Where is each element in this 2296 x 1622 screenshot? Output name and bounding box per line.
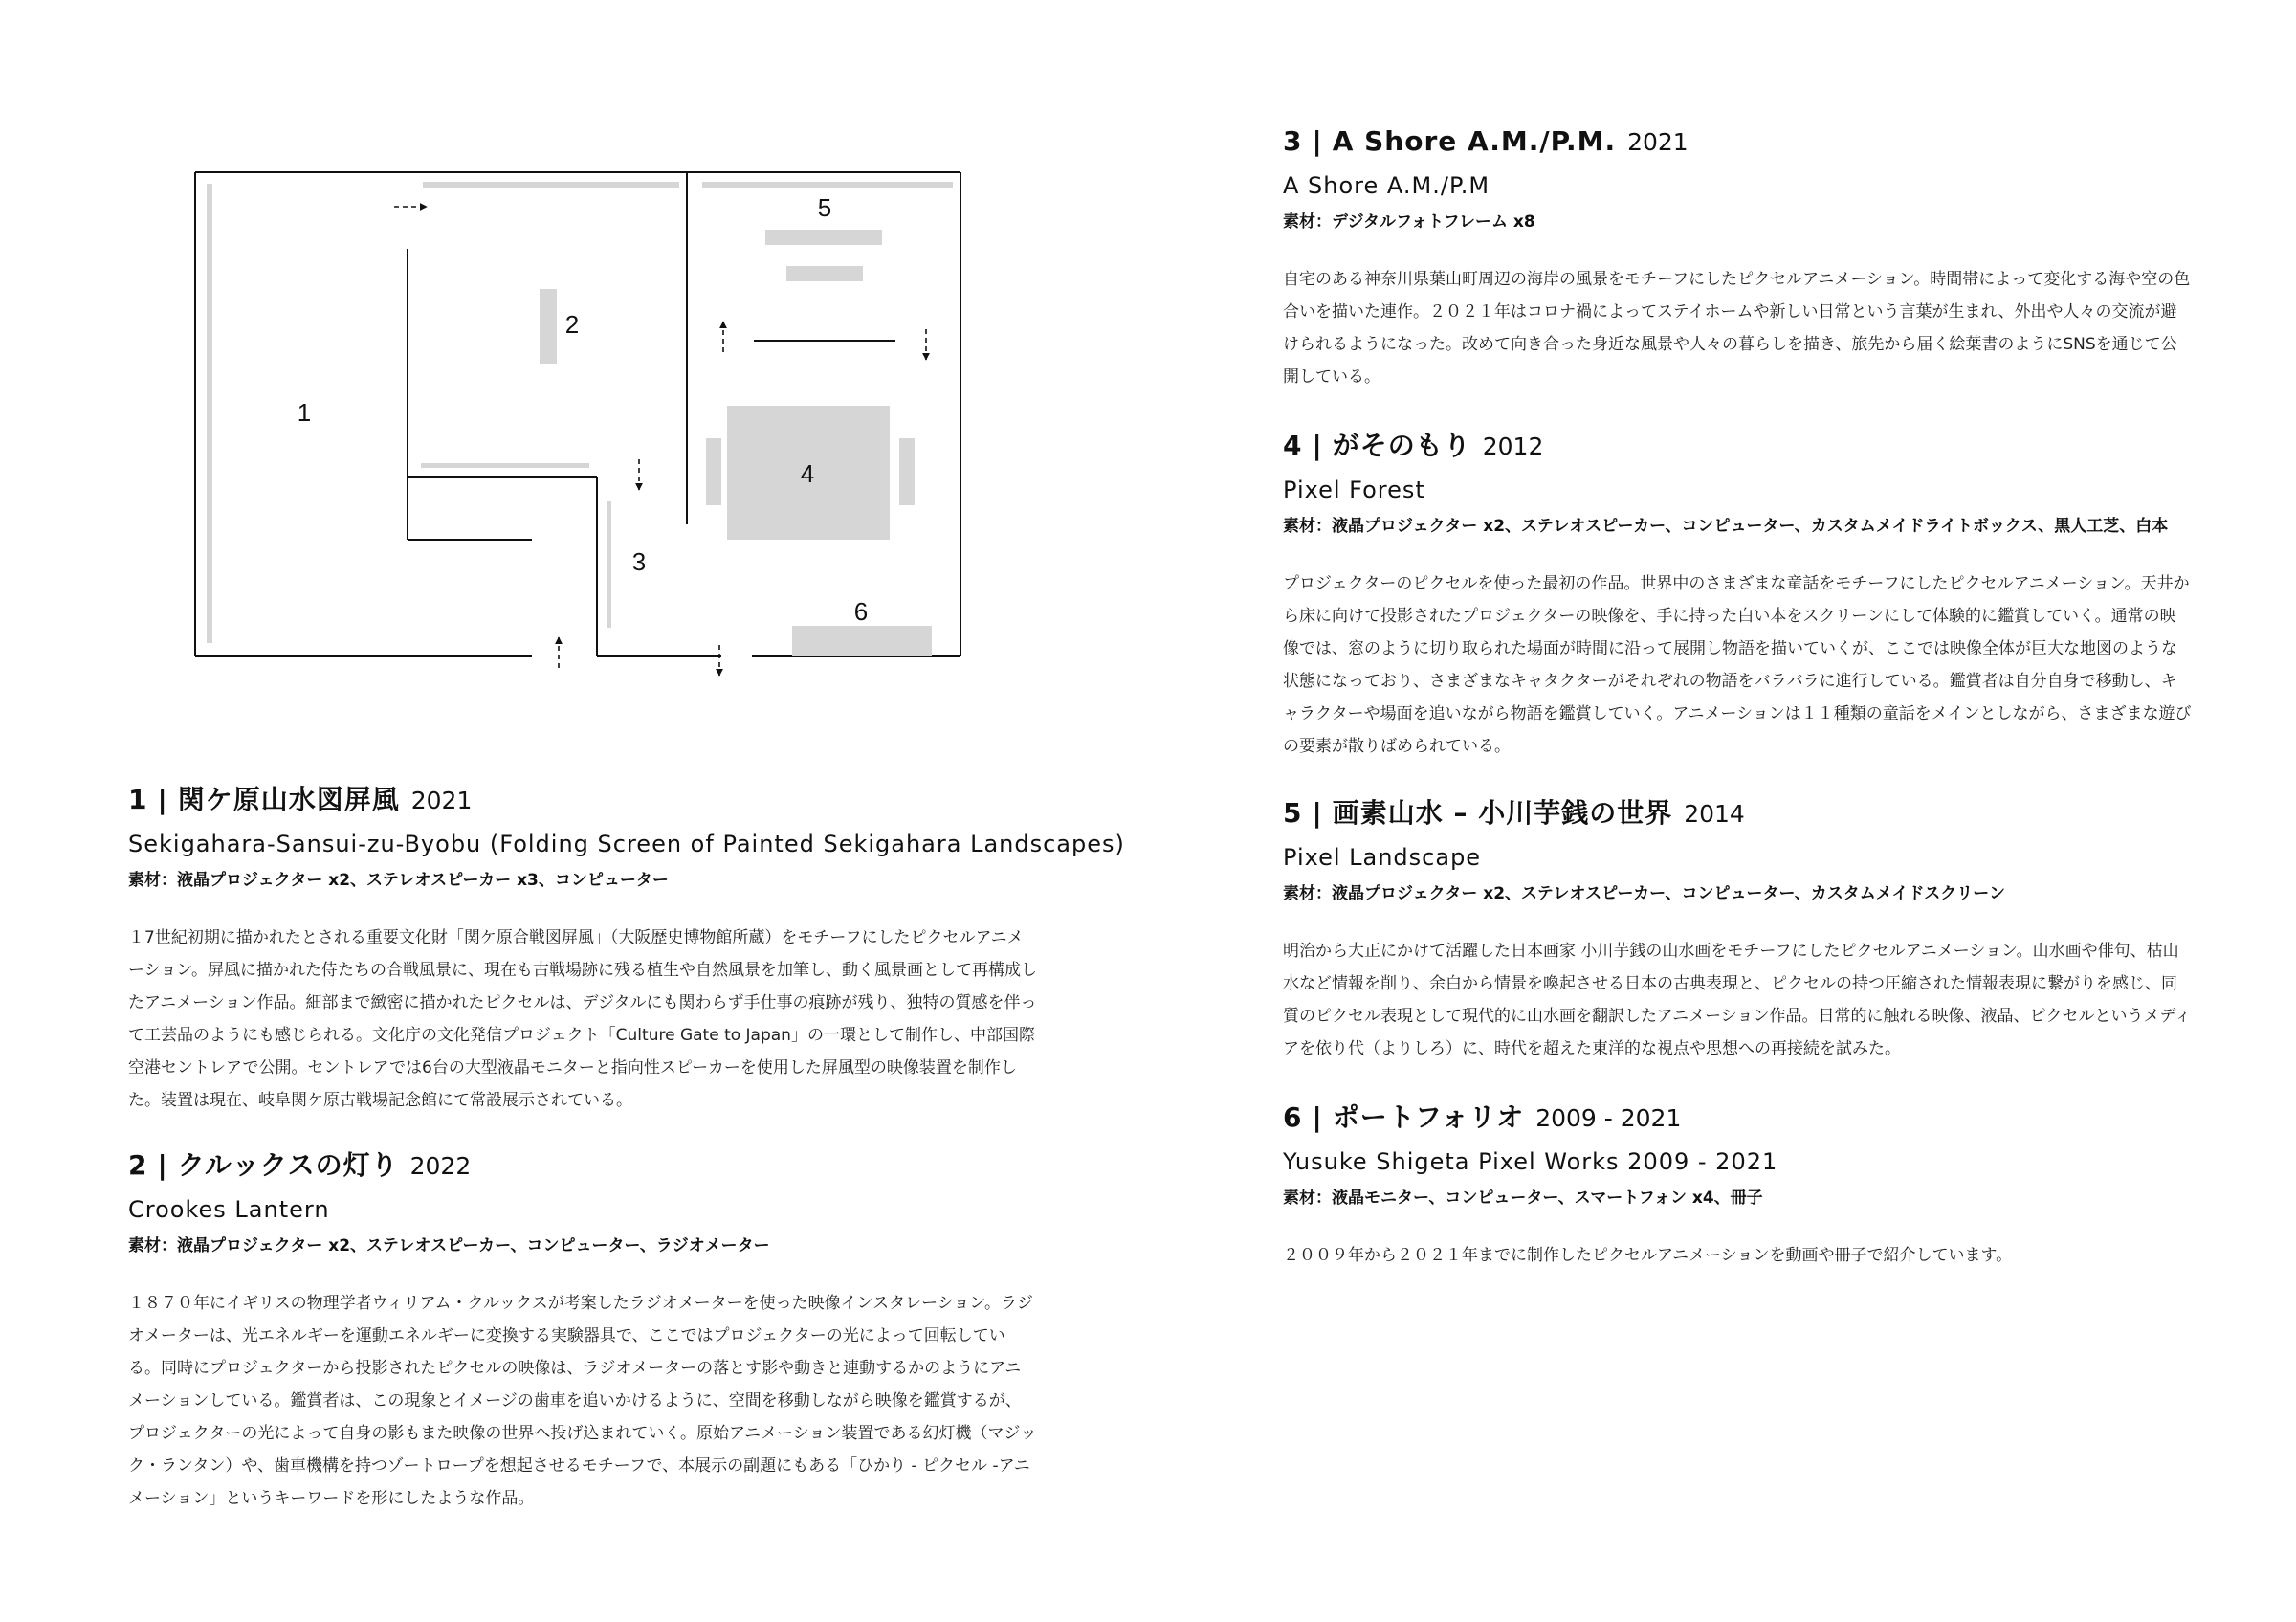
work-description: ２００９年から２０２１年までに制作したピクセルアニメーションを動画や冊子で紹介しています。 [1283, 1246, 2013, 1265]
work-heading: 4 | がそのもり 2012 [1283, 430, 1544, 461]
work-3 [1283, 124, 2192, 393]
area-label-5: 5 [817, 193, 832, 222]
work-subtitle: Pixel Landscape [1283, 844, 1482, 871]
work-description: 自宅のある神奈川県葉山町周辺の海岸の風景をモチーフにしたピクセルアニメーション。時間帯によって変化する海や空の色合いを描いた連作。２０２１年はコロナ禍によってステイホームや新しい日常という言葉が生まれ、外出や人々の交流が避けられるようになった。改めて向き合った身近な風景や人々の暮らしを描き、旅先から届く絵葉書のようにSNSを通じて公開している。 [1283, 270, 2191, 387]
work-heading: 5 | 画素山水 – 小川芋銭の世界 2014 [1283, 797, 1745, 829]
work-heading: 3 | A Shore A.M./P.M. 2021 [1283, 125, 1689, 157]
work-subtitle: Yusuke Shigeta Pixel Works 2009 - 2021 [1283, 1148, 1778, 1175]
work-materials: 素材：液晶プロジェクター x2、ステレオスピーカー x3、コンピューター [128, 871, 669, 890]
area-label-4: 4 [800, 459, 815, 488]
floor-plan [0, 0, 1148, 727]
work-subtitle: Crookes Lantern [128, 1196, 330, 1223]
work-2 [128, 1148, 1037, 1515]
work-4 [1283, 429, 2192, 763]
work-heading: 2 | クルックスの灯り 2022 [128, 1149, 472, 1181]
area-label-1: 1 [297, 398, 312, 427]
work-1 [128, 783, 1125, 1117]
area-label-3: 3 [631, 547, 647, 576]
work-materials: 素材：液晶プロジェクター x2、ステレオスピーカー、コンピューター、ラジオメーター [128, 1236, 770, 1255]
work-description: 明治から大正にかけて活躍した日本画家 小川芋銭の山水画をモチーフにしたピクセルアニメーション。山水画や俳句、枯山水など情報を削り、余白から情景を喚起させる日本の古典表現と、ピクセルの持つ圧縮された情報表現に繋がりを感じ、同質のピクセル表現として現代的に山水画を翻訳したアニメーション作品。日常的に触れる映像、液晶、ピクセルというメディアを依り代（よりしろ）に、時代を超えた東洋的な視点や思想への再接続を試みた。 [1283, 942, 2192, 1058]
area-label-6: 6 [853, 597, 869, 626]
work-subtitle: Pixel Forest [1283, 477, 1425, 503]
area-label-2: 2 [564, 310, 580, 339]
work-description: プロジェクターのピクセルを使った最初の作品。世界中のさまざまな童話をモチーフにしたピクセルアニメーション。天井から床に向けて投影されたプロジェクターの映像を、手に持った白い本をスクリーンにして体験的に鑑賞していく。通常の映像では、窓のように切り取られた場面が時間に沿って展開し物語を描いていくが、ここでは映像全体が巨大な地図のような状態になっており、さまざまなキャタクターがそれぞれの物語をバラバラに進行している。鑑賞者は自分自身で移動し、キャラクターや場面を追いながら物語を鑑賞していく。アニメーションは１１種類の童話をメインとしながら、さまざまな遊びの要素が散りばめられている。 [1283, 574, 2192, 756]
work-5 [1283, 796, 2192, 1065]
work-heading: 1 | 関ケ原山水図屏風 2021 [128, 784, 473, 815]
work-subtitle: A Shore A.M./P.M [1283, 172, 1490, 199]
work-materials: 素材：デジタルフォトフレーム x8 [1283, 212, 1535, 232]
work-heading: 6 | ポートフォリオ 2009 - 2021 [1283, 1101, 1682, 1133]
work-materials: 素材：液晶モニター、コンピューター、スマートフォン x4、冊子 [1283, 1189, 1763, 1208]
work-description: １８７０年にイギリスの物理学者ウィリアム・クルックスが考案したラジオメーターを使った映像インスタレーション。ラジオメーターは、光エネルギーを運動エネルギーに変換する実験器具で、ここではプロジェクターの光によって回転している。同時にプロジェクターから投影されたピクセルの映像は、ラジオメーターの落とす影や動きと連動するかのようにアニメーションしている。鑑賞者は、この現象とイメージの歯車を追いかけるように、空間を移動しながら映像を鑑賞するが、プロジェクターの光によって自身の影もまた映像の世界へ投げ込まれていく。原始アニメーション装置である幻灯機（マジック・ランタン）や、歯車機構を持つゾートロープを想起させるモチーフで、本展示の副題にもある「ひかり - ピクセル -アニメーション」というキーワードを形にしたような作品。 [128, 1294, 1037, 1508]
work-description: １7世紀初期に描かれたとされる重要文化財「関ケ原合戦図屏風」（大阪歴史博物館所蔵）をモチーフにしたピクセルアニメーション。屏風に描かれた侍たちの合戦風景に、現在も古戦場跡に残る植生や自然風景を加筆し、動く風景画として再構成したアニメーション作品。細部まで緻密に描かれたピクセルは、デジタルにも関わらず手仕事の痕跡が残り、独特の質感を伴って工芸品のようにも感じられる。文化庁の文化発信プロジェクト「Culture Gate to Japan」の一環として制作し、中部国際空港セントレアで公開。セントレアでは6台の大型液晶モニターと指向性スピーカーを使用した屏風型の映像装置を制作した。装置は現在、岐阜関ケ原古戦場記念館にて常設展示されている。 [128, 928, 1037, 1110]
work-materials: 素材：液晶プロジェクター x2、ステレオスピーカー、コンピューター、カスタムメイドライトボックス、黒人工芝、白本 [1283, 517, 2169, 536]
work-6 [1283, 1100, 2192, 1272]
work-subtitle: Sekigahara-Sansui-zu-Byobu (Folding Screen of Painted Sekigahara Landscapes) [128, 831, 1125, 857]
work-materials: 素材：液晶プロジェクター x2、ステレオスピーカー、コンピューター、カスタムメイドスクリーン [1283, 884, 2005, 903]
